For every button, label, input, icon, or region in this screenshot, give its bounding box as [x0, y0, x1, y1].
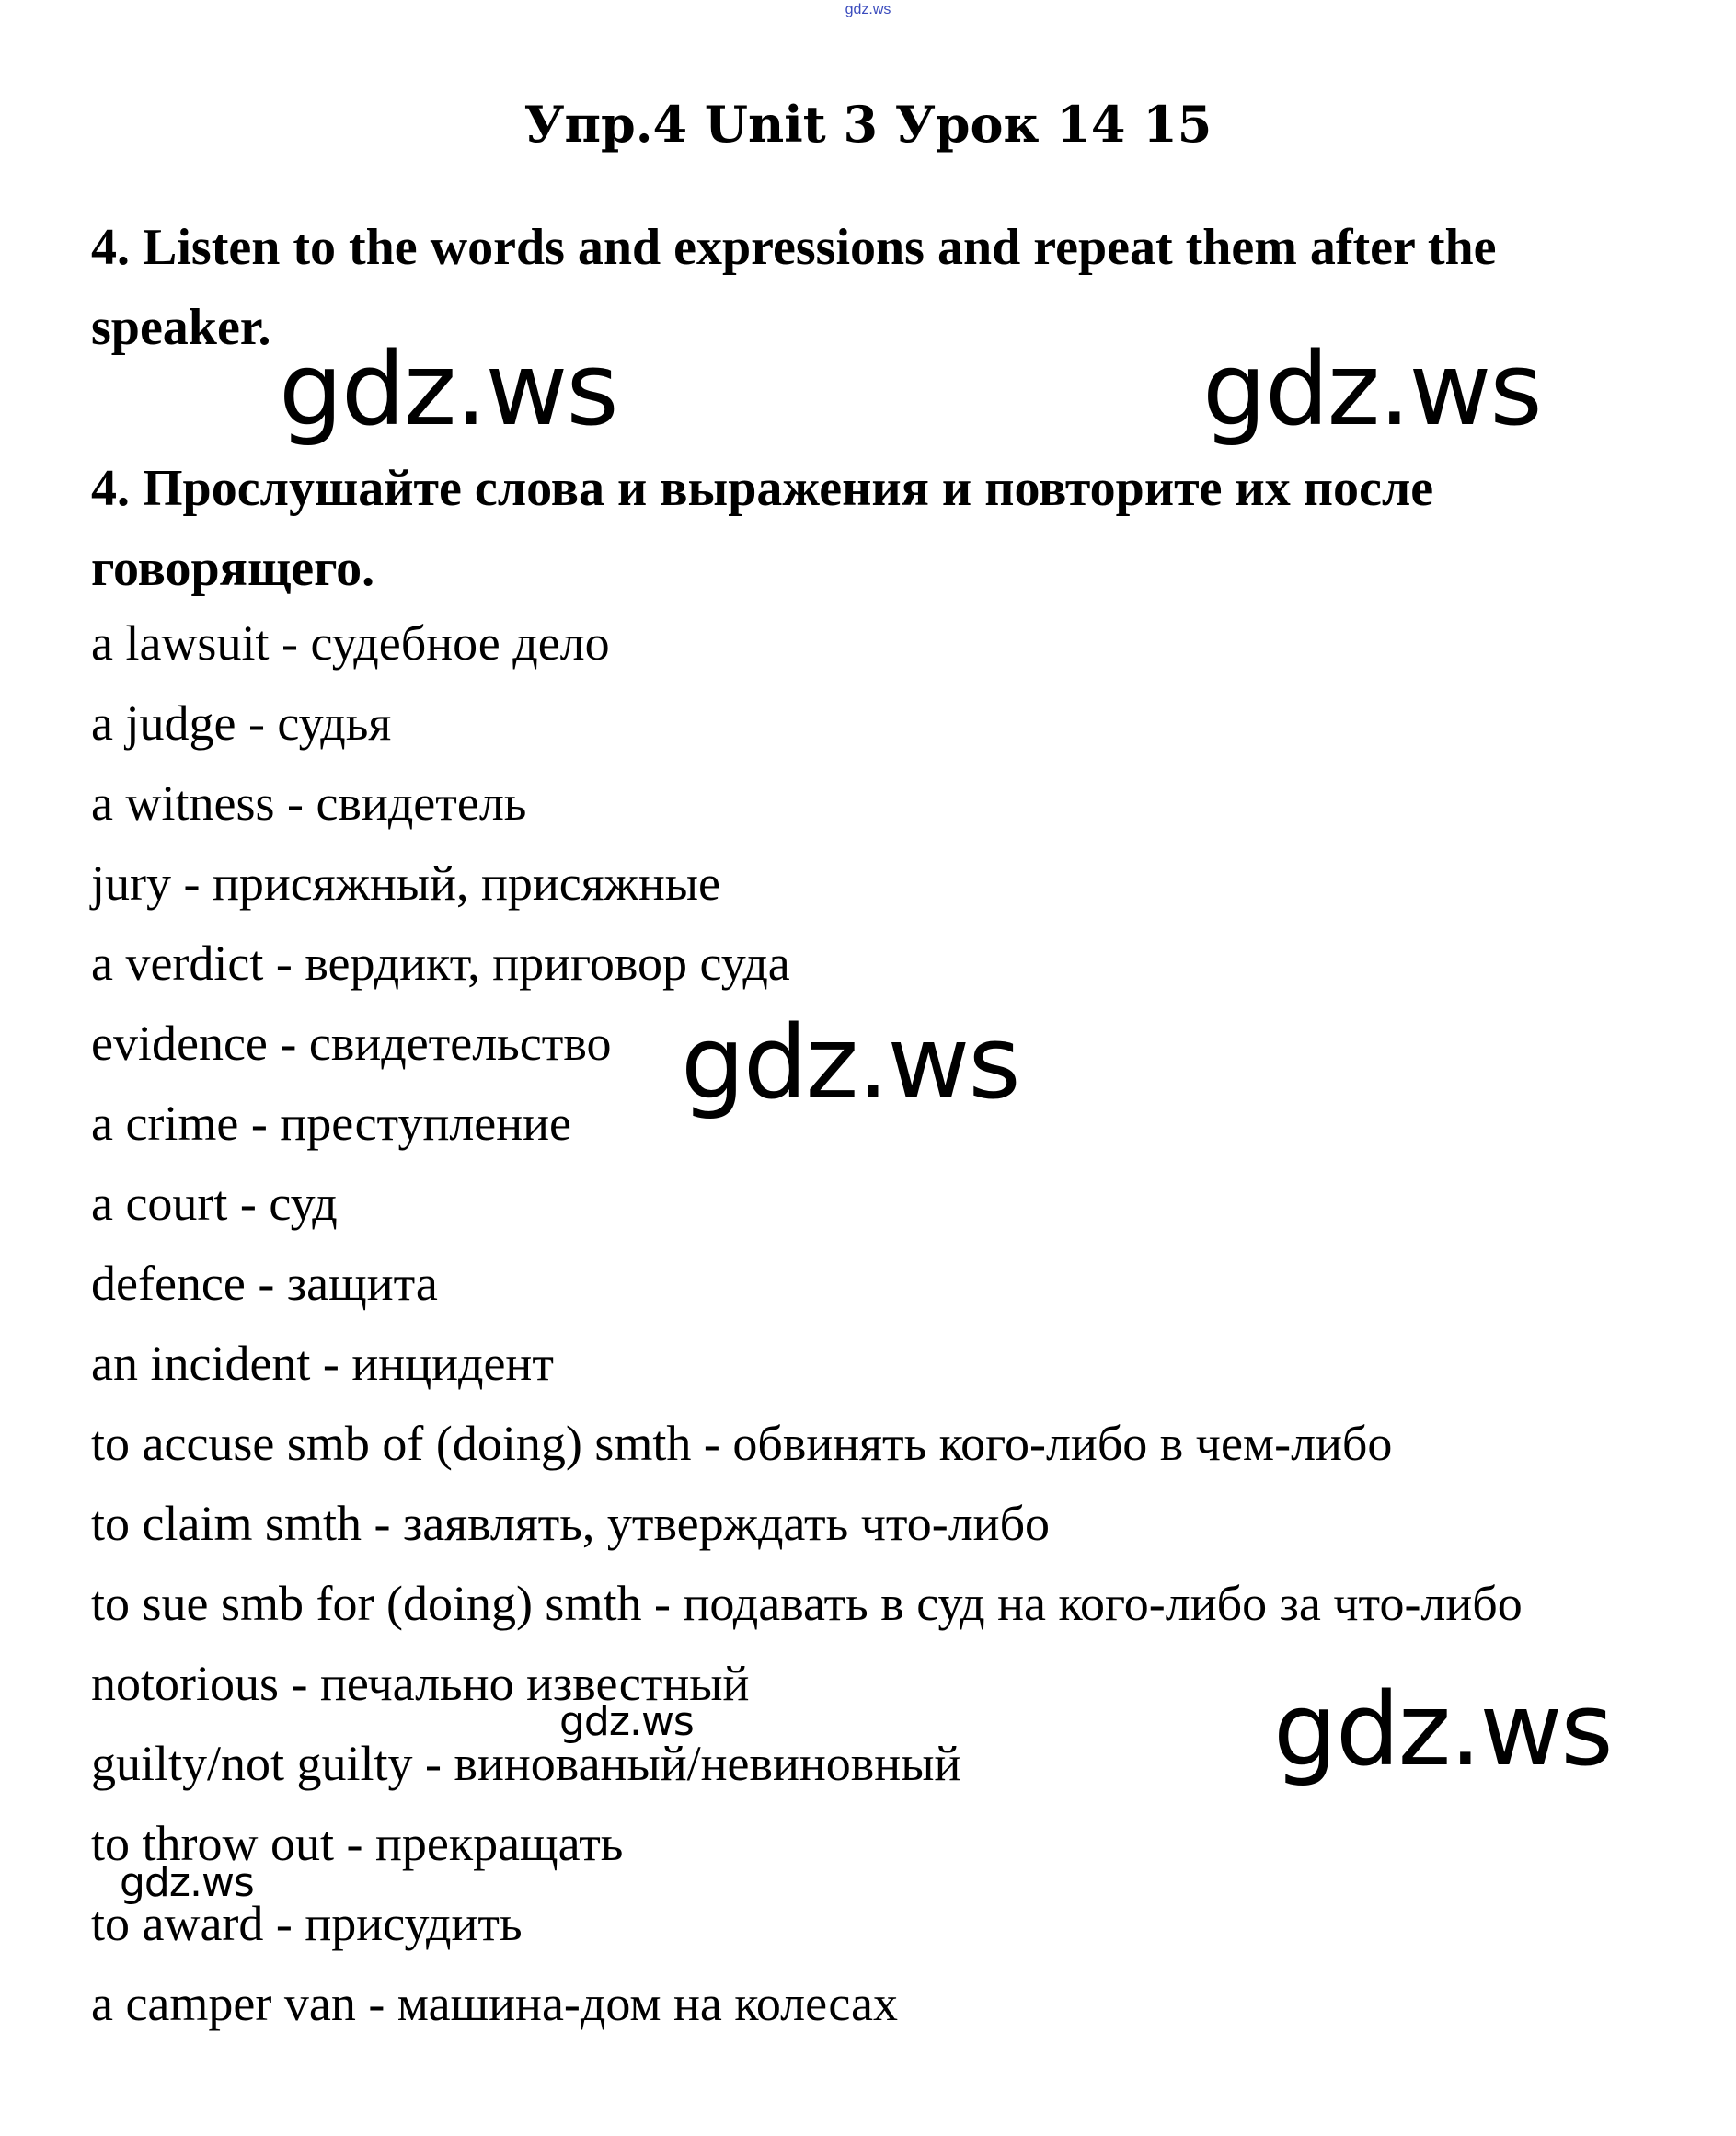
vocab-item: a verdict - вердикт, приговор суда [91, 936, 790, 991]
vocab-item: to sue smb for (doing) smth - подавать в суд на кого-либо за что-либо [91, 1576, 1523, 1631]
vocab-item: to claim smth - заявлять, утверждать что-либо [91, 1496, 1051, 1551]
vocab-item: jury - присяжный, присяжные [91, 856, 721, 911]
watermark: gdz.ws [681, 1004, 1019, 1121]
vocab-item: a court - суд [91, 1176, 338, 1231]
watermark: gdz.ws [279, 330, 617, 448]
vocab-item: evidence - свидетельство [91, 1016, 612, 1071]
instruction-russian: 4. Прослушайте слова и выражения и повторите их после говорящего. [91, 460, 1434, 597]
watermark: gdz.ws [120, 1859, 254, 1906]
watermark: gdz.ws [1273, 1671, 1612, 1788]
watermark: gdz.ws [1202, 330, 1541, 448]
vocabulary-list [91, 603, 1523, 2044]
vocab-item: a witness - свидетель [91, 775, 527, 831]
page-title: Упр.4 Unit 3 Урок 14 15 [523, 95, 1213, 154]
vocab-item: a judge - судья [91, 695, 392, 751]
watermark: gdz.ws [559, 1698, 694, 1745]
vocab-item: guilty/not guilty - винованый/невиновный [91, 1736, 961, 1791]
vocab-item: to award - присудить [91, 1896, 523, 1951]
vocab-item: notorious - печально известный [91, 1656, 750, 1711]
vocab-item: to accuse smb of (doing) smth - обвинять кого-либо в чем-либо [91, 1416, 1393, 1471]
vocab-item: a camper van - машина-дом на колесах [91, 1976, 899, 2031]
vocab-item: to throw out - прекращать [91, 1816, 624, 1871]
instruction-english: 4. Listen to the words and expressions and repeat them after the speaker. [91, 219, 1497, 356]
vocab-item: defence - защита [91, 1256, 438, 1311]
site-watermark-top: gdz.ws [845, 2, 891, 17]
vocab-item: a crime - преступление [91, 1096, 572, 1151]
vocab-item: a lawsuit - судебное дело [91, 615, 610, 671]
vocab-item: an incident - инцидент [91, 1336, 554, 1391]
